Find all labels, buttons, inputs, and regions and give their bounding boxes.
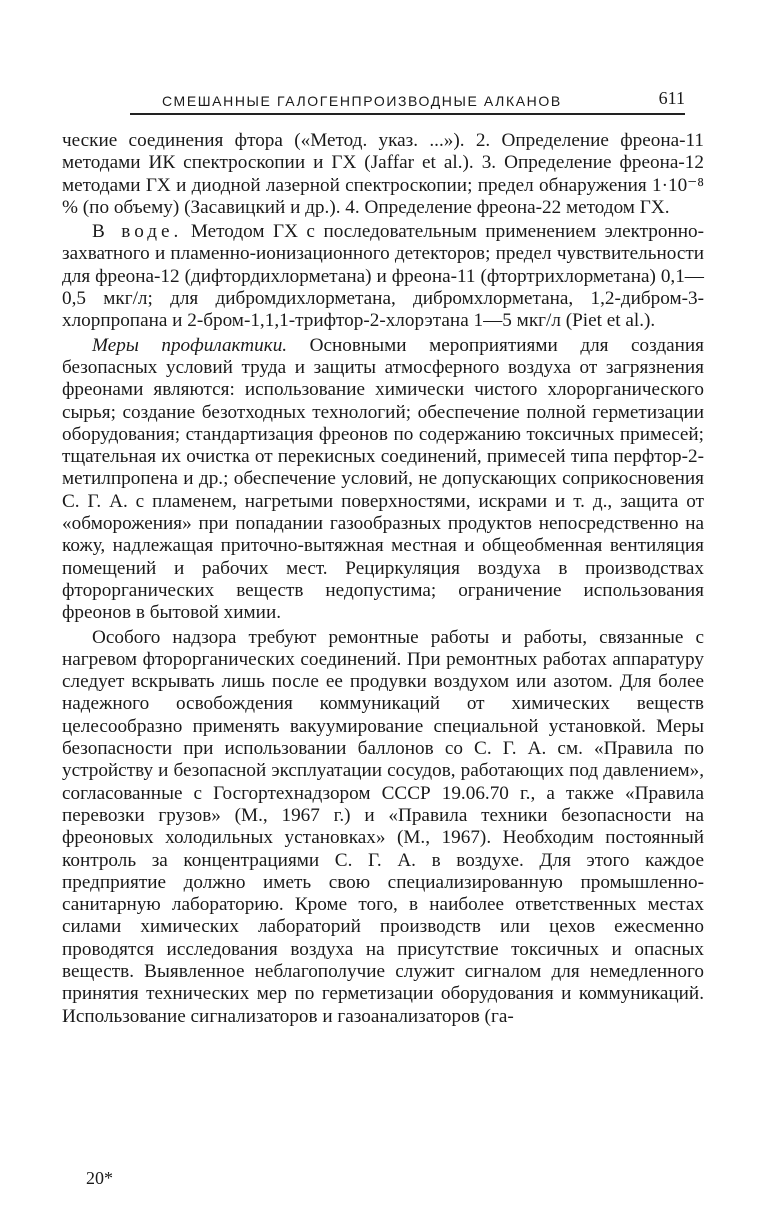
paragraph-lead: Меры профилактики. (92, 334, 288, 356)
paragraph-text: ческие соединения фтора («Метод. указ. ...»). 2. Определение фреона-11 методами ИК спектроскопии и ГХ (Jaffar et al.). 3. Определение фреона-12 методами ГХ и диодной лазерной спектроскопии; предел обнаружения 1·10⁻⁸ % (по объему) (Засавицкий и др.). 4. Определение фреона-22 методом ГХ. (62, 130, 704, 218)
signature-mark: 20* (86, 1168, 113, 1188)
paragraph-continuation (62, 130, 704, 219)
paragraph-text: Основными мероприятиями для создания безопасных условий труда и защиты атмосферного воздуха от загрязнения фреонами являются: использование химически чистого хлорорганического сырья; создание безотходных технологий; обеспечение полной герметизации оборудования; стандартизация фреонов по содержанию токсичных примесей; тщательная их очистка от перекисных соединений, примесей типа перфтор-2-метилпропена и др.; обеспечение условий, не допускающих соприкосновения С. Г. А. с пламенем, нагретыми поверхностями, искрами и т. д., защита от «обморожения» при попадании газообразных продуктов непосредственно на кожу, надлежащая приточно-вытяжная местная и общеобменная вентиляция помещений и рабочих мест. Рециркуляция воздуха в производствах фторорганических веществ недопустима; ограничение использования фреонов в бытовой химии. (62, 334, 705, 624)
paragraph-text: Особого надзора требуют ремонтные работы и работы, связанные с нагревом фторорганических соединений. При ремонтных работах аппаратуру следует вскрывать лишь после ее продувки воздухом или азотом. Для более надежного освобождения коммуникаций от химических веществ целесообразно применять вакуумирование специальной установкой. Меры безопасности при использовании баллонов со С. Г. А. см. «Правила по устройству и безопасной эксплуатации сосудов, работающих под давлением», согласованные с Госгортехнадзором СССР 19.06.70 г., а также «Правила перевозки грузов» (М., 1967 г.) и «Правила техники безопасности на фреоновых холодильных установках» (М., 1967). Необходим постоянный контроль за концентрациями С. Г. А. в воздухе. Для этого каждое предприятие должно иметь свою специализированную промышленно-санитарную лабораторию. Кроме того, в наиболее ответственных местах силами химических лабораторий производств или цехов ежесменно проводятся исследования воздуха на присутствие токсичных и опасных веществ. Выявленное неблагополучие служит сигналом для немедленного принятия технических мер по герметизации оборудования и коммуникаций. Использование сигнализаторов и газоанализаторов (га- (62, 626, 704, 1027)
page-header (130, 88, 685, 115)
paragraph-text: Методом ГХ с последовательным применением электронно-захватного и пламенно-ионизационного детекторов; предел чувствительности для фреона-12 (дифтордихлорметана) и фреона-11 (фтортрихлорметана) 0,1—0,5 мкг/л; для дибромдихлорметана, дибромхлорметана, 1,2-дибром-3-хлорпропана и 2-бром-1,1,1-трифтор-2-хлорэтана 1—5 мкг/л (Piet et al.). (62, 221, 704, 332)
paragraph-supervision (62, 627, 704, 1028)
paragraph-prevention (62, 335, 704, 625)
paragraph-lead: В воде. (92, 221, 183, 243)
page-number: 611 (658, 88, 685, 108)
body-text (62, 130, 704, 1028)
paragraph-water (62, 221, 704, 332)
running-title: СМЕШАННЫЕ ГАЛОГЕНПРОИЗВОДНЫЕ АЛКАНОВ (162, 93, 562, 109)
